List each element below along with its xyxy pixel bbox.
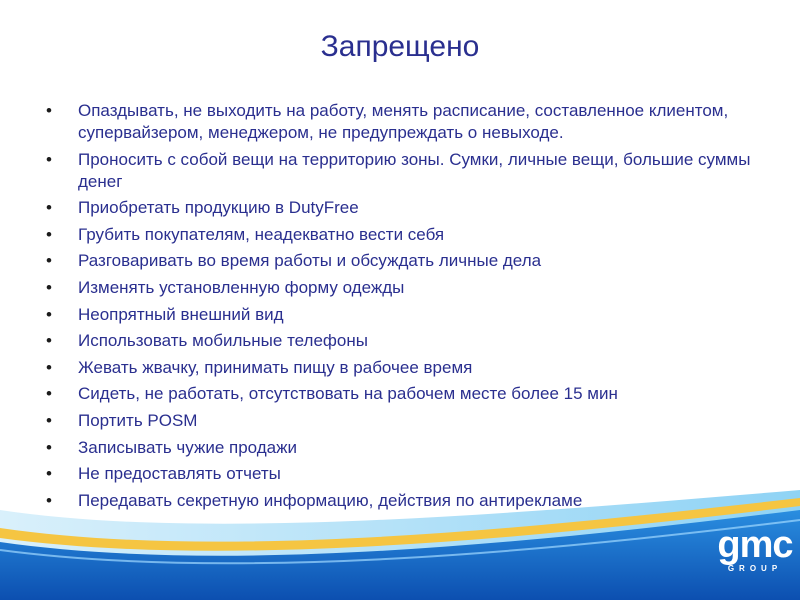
bullet-dot: • [46,410,52,430]
bullet-item [46,357,766,379]
bullet-item [46,224,766,246]
bullet-dot: • [46,490,52,510]
bullet-text: Портить POSM [78,410,198,430]
bullet-dot: • [46,384,52,404]
bullet-item [46,197,766,219]
bullet-text: Передавать секретную информацию, действия по антирекламе [78,490,583,510]
bullet-text: Неопрятный внешний вид [78,304,284,324]
bullet-item [46,304,766,326]
bullet-dot: • [46,357,52,377]
bullet-dot: • [46,149,52,169]
bullet-text: Сидеть, не работать, отсутствовать на рабочем месте более 15 мин [78,384,618,404]
bullet-item [46,250,766,272]
bullet-text: Записывать чужие продажи [78,437,298,457]
bullet-text: Использовать мобильные телефоны [78,331,368,351]
bullet-text: Грубить покупателям, неадекватно вести себя [78,224,445,244]
bullet-text: Проносить с собой вещи на территорию зоны. Сумки, личные вещи, большие суммы денег [78,149,751,191]
logo-subtitle: GROUP [727,564,783,573]
bullet-item [46,277,766,299]
bullet-text: Жевать жвачку, принимать пищу в рабочее время [78,357,473,377]
bullet-text: Не предоставлять отчеты [78,464,281,484]
logo-word: gmc [717,524,793,566]
bullet-item [46,100,766,144]
bullet-item [46,383,766,405]
bullet-dot: • [46,101,52,120]
bullet-dot: • [46,198,52,218]
bullet-text: Опаздывать, не выходить на работу, менять расписание, составленное клиентом, супервайзером, менеджером, не предупреждать о невыходе. [78,101,729,142]
bullet-item [46,149,766,193]
bullet-list [46,100,766,516]
bullet-text: Разговаривать во время работы и обсуждать личные дела [78,251,542,271]
bullet-item [46,410,766,432]
bullet-dot: • [46,251,52,271]
slide-title: Запрещено [320,30,480,63]
bullet-text: Изменять установленную форму одежды [78,277,405,297]
bullet-dot: • [46,224,52,244]
bullet-dot: • [46,437,52,457]
bullet-dot: • [46,331,52,351]
wave-decoration [0,470,800,600]
bullet-text: Приобретать продукцию в DutyFree [78,198,359,218]
bullet-dot: • [46,277,52,297]
gmc-logo [712,524,798,580]
bullet-dot: • [46,304,52,324]
bullet-item [46,437,766,459]
bullet-dot: • [46,464,52,484]
bullet-item [46,330,766,352]
